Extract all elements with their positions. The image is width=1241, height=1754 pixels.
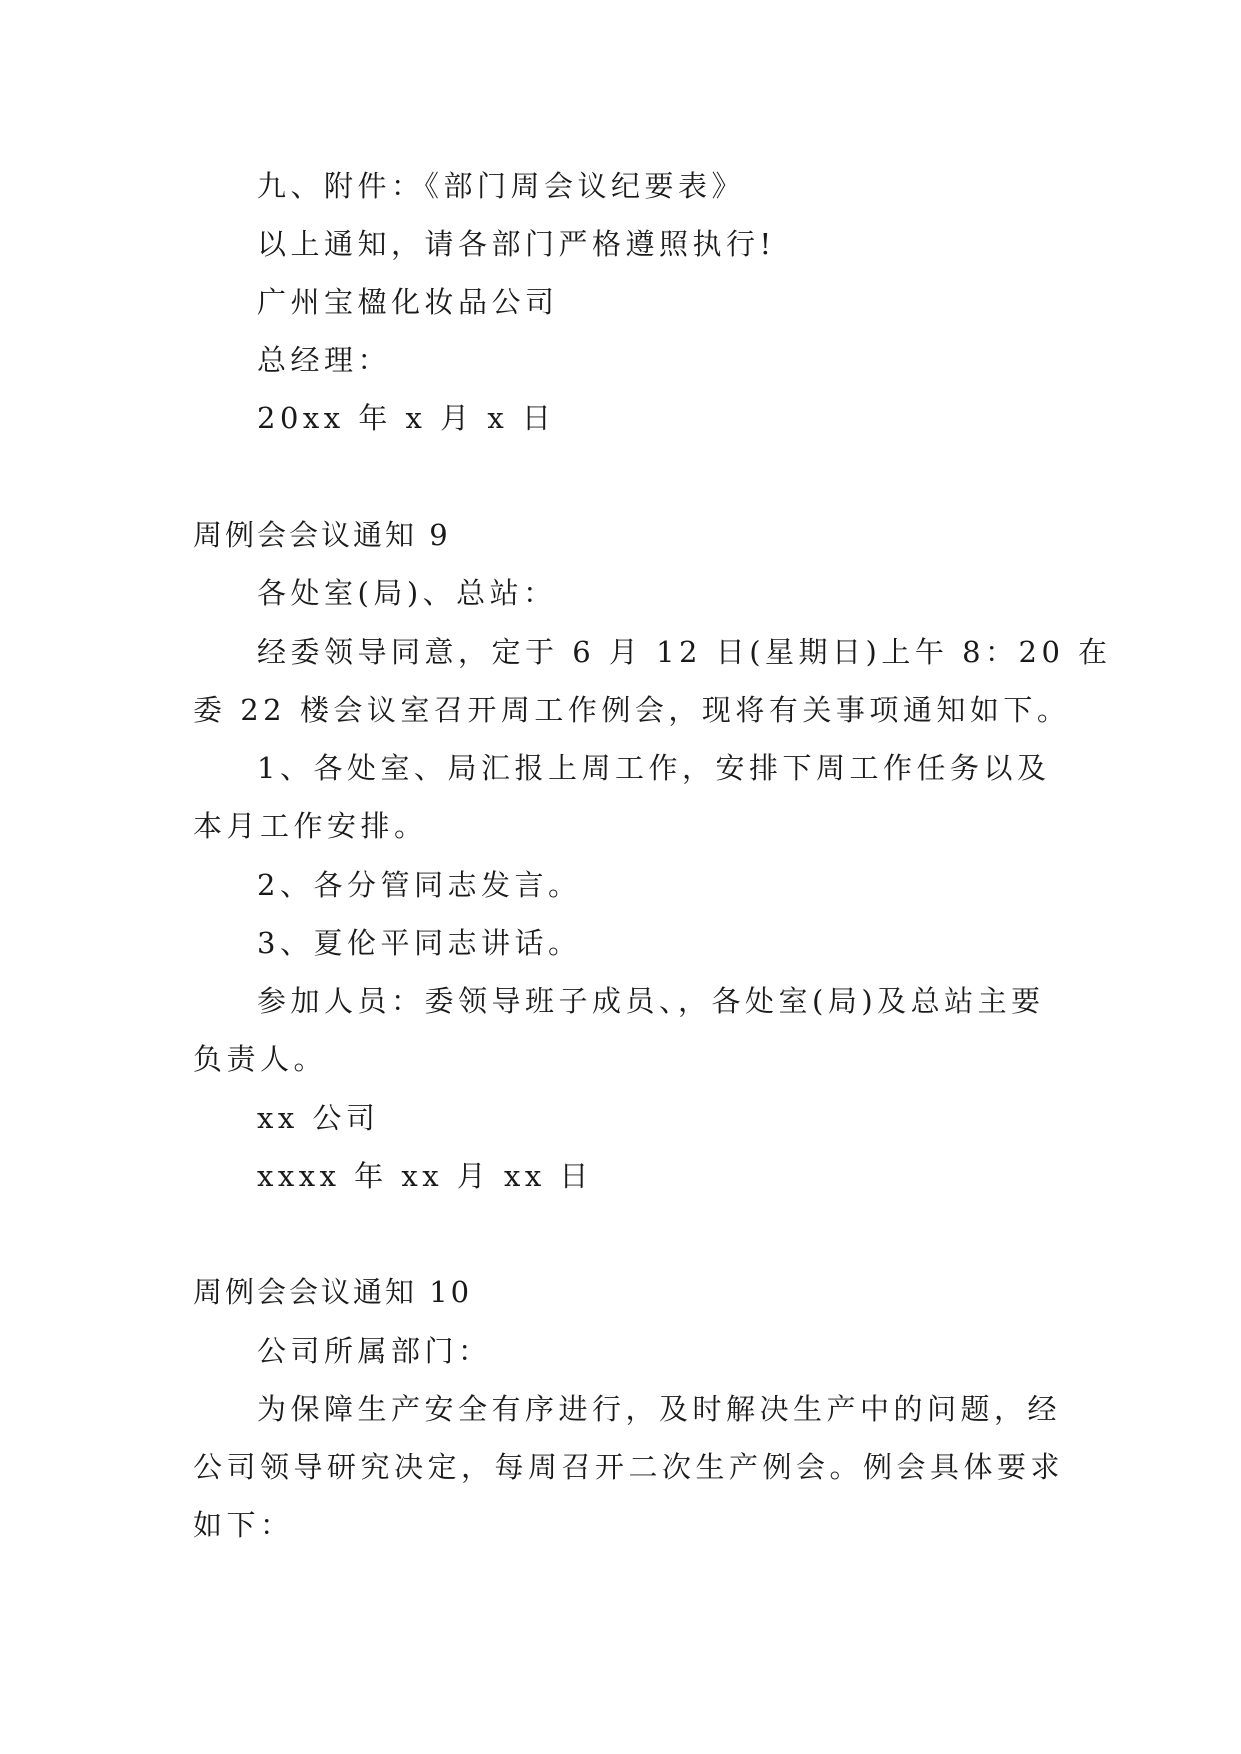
date-line: 20xx 年 x 月 x 日	[257, 401, 556, 435]
attachment-line: 九、附件：《部门周会议纪要表》	[257, 169, 746, 203]
paragraph-line: 为保障生产安全有序进行，及时解决生产中的问题，经	[257, 1392, 1062, 1426]
list-item-3: 3、夏伦平同志讲话。	[257, 926, 582, 960]
attendees-line: 参加人员：委领导班子成员、，各处室(局)及总站主要	[257, 984, 1045, 1018]
section-title-9: 周例会会议通知 9	[193, 518, 451, 552]
paragraph-line: 如下：	[193, 1508, 294, 1542]
company-name: 广州宝楹化妆品公司	[257, 285, 559, 319]
company-name: xx 公司	[257, 1101, 380, 1135]
notice-closing: 以上通知，请各部门严格遵照执行!	[257, 227, 776, 261]
paragraph-line: 委 22 楼会议室召开周工作例会，现将有关事项通知如下。	[193, 693, 1071, 727]
signatory-title: 总经理：	[257, 343, 392, 377]
list-item-1: 1、各处室、局汇报上周工作，安排下周工作任务以及	[257, 751, 1051, 785]
list-item-1-cont: 本月工作安排。	[193, 809, 428, 843]
addressee: 公司所属部门：	[257, 1334, 492, 1368]
addressee: 各处室(局)、总站：	[257, 576, 557, 610]
attendees-line-cont: 负责人。	[193, 1042, 328, 1076]
list-item-2: 2、各分管同志发言。	[257, 868, 582, 902]
paragraph-line: 经委领导同意，定于 6 月 12 日(星期日)上午 8：20 在	[257, 635, 1112, 669]
section-title-10: 周例会会议通知 10	[193, 1275, 473, 1309]
paragraph-line: 公司领导研究决定，每周召开二次生产例会。例会具体要求	[193, 1450, 1065, 1484]
date-line: xxxx 年 xx 月 xx 日	[257, 1159, 593, 1193]
